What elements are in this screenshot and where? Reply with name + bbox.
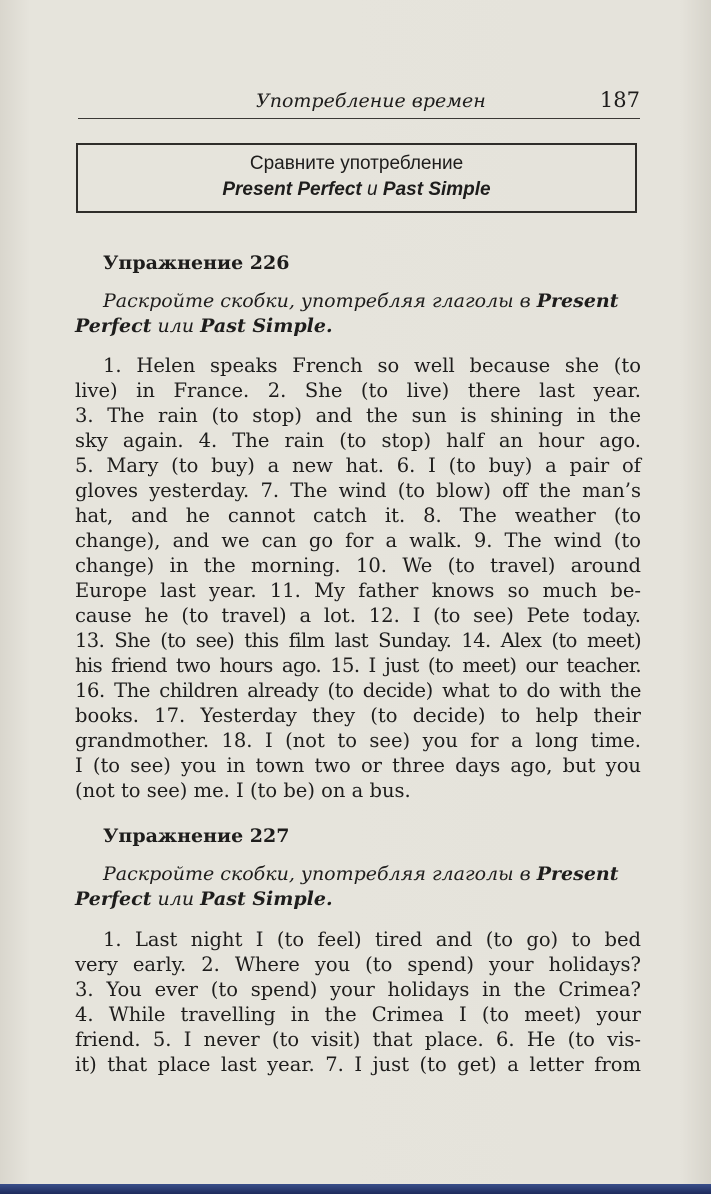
instr-term: Past Simple.	[200, 888, 333, 910]
text-line: live) in France. 2. She (to live) there last year.	[75, 379, 641, 402]
text-line: 13. She (to see) this film last Sunday. 14. Alex (to meet)	[75, 629, 641, 652]
text-line: very early. 2. Where you (to spend) your holidays?	[75, 953, 641, 976]
instr-text: или	[157, 315, 195, 337]
instr-term: Perfect	[75, 315, 152, 337]
text-line: it) that place last year. 7. I just (to get) a letter from	[75, 1053, 641, 1076]
text-line: grandmother. 18. I (not to see) you for a long time.	[75, 729, 641, 752]
text-line: sky again. 4. The rain (to stop) half an hour ago.	[75, 429, 641, 452]
text-line: his friend two hours ago. 15. I just (to meet) our teacher.	[75, 654, 641, 677]
text-line: cause he (to travel) a lot. 12. I (to see) Pete today.	[75, 604, 641, 627]
text-line: change) in the morning. 10. We (to travel) around	[75, 554, 641, 577]
text-line: 3. You ever (to spend) your holidays in the Crimea?	[75, 978, 641, 1001]
rule-term2: Past Simple	[382, 179, 491, 200]
text-line: 16. The children already (to decide) what to do with the	[75, 679, 641, 702]
text-line: friend. 5. I never (to visit) that place. 6. He (to vis-	[75, 1028, 641, 1051]
text-line: 1. Helen speaks French so well because she (to	[103, 354, 641, 377]
text-line: change), and we can go for a walk. 9. The wind (to	[75, 529, 641, 552]
rule-box-line2	[78, 179, 635, 201]
text-line: 5. Mary (to buy) a new hat. 6. I (to buy) a pair of	[75, 454, 641, 477]
text-line: (not to see) me. I (to be) on a bus.	[75, 779, 411, 802]
rule-term1: Present Perfect	[222, 179, 362, 200]
page-edge	[0, 1184, 711, 1194]
rule-box-line1: Сравните употребление	[249, 153, 464, 174]
text-line: I (to see) you in town two or three days ago, but you	[75, 754, 641, 777]
instr-term: Past Simple.	[200, 315, 333, 337]
instr-term: Present	[536, 290, 619, 312]
instr-text: Раскройте скобки, употребляя глаголы в	[103, 863, 531, 885]
text-line: books. 17. Yesterday they (to decide) to help their	[75, 704, 641, 727]
exercise-226-instruction	[75, 289, 641, 339]
text-line: gloves yesterday. 7. The wind (to blow) off the man’s	[75, 479, 641, 502]
page-number: 187	[599, 88, 640, 112]
running-header	[78, 90, 640, 119]
text-line: hat, and he cannot catch it. 8. The weather (to	[75, 504, 641, 527]
exercise-227-title: Упражнение 227	[103, 825, 290, 847]
header-title: Употребление времен	[256, 90, 486, 112]
rule-box	[76, 143, 637, 213]
text-line: 1. Last night I (to feel) tired and (to go) to bed	[103, 928, 641, 951]
text-line: 3. The rain (to stop) and the sun is shining in the	[75, 404, 641, 427]
instr-text: или	[157, 888, 195, 910]
rule-conj: и	[367, 179, 378, 200]
instr-term: Present	[536, 863, 619, 885]
text-line: Europe last year. 11. My father knows so much be-	[75, 579, 641, 602]
exercise-226-title: Упражнение 226	[103, 252, 290, 274]
exercise-227-instruction	[75, 862, 641, 912]
instr-term: Perfect	[75, 888, 152, 910]
text-line: 4. While travelling in the Crimea I (to meet) your	[75, 1003, 641, 1026]
instr-text: Раскройте скобки, употребляя глаголы в	[103, 290, 531, 312]
